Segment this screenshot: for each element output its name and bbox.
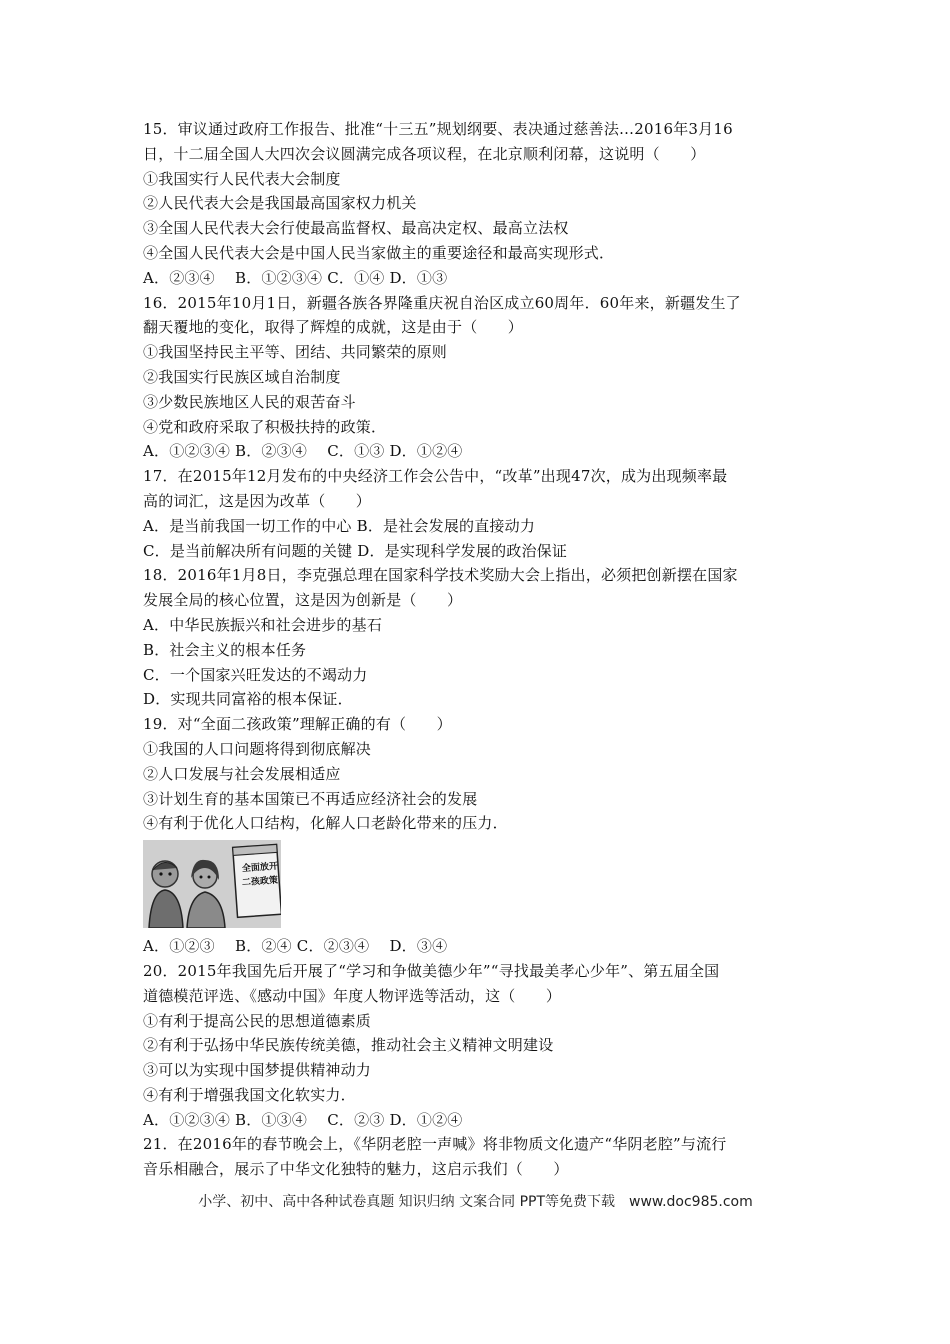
question-15-options: A．②③④ B．①②③④ C．①④ D．①③ — [143, 268, 448, 287]
page-footer: 小学、初中、高中各种试卷真题 知识归纳 文案合同 PPT等免费下载 www.doc985.com — [198, 1194, 753, 1210]
question-19-item-2: ②人口发展与社会发展相适应 — [143, 764, 341, 783]
question-15-item-1: ①我国实行人民代表大会制度 — [143, 169, 341, 188]
question-16-item-4: ④党和政府采取了积极扶持的政策． — [143, 417, 387, 436]
question-20-item-1: ①有利于提高公民的思想道德素质 — [143, 1011, 372, 1030]
question-15-stem-2: 日，十二届全国人大四次会议圆满完成各项议程，在北京顺利闭幕，这说明（ ） — [143, 144, 706, 163]
question-19-item-4: ④有利于优化人口结构，化解人口老龄化带来的压力． — [143, 814, 508, 833]
question-17-stem-2: 高的词汇，这是因为改革（ ） — [143, 491, 372, 510]
question-20-item-3: ③可以为实现中国梦提供精神动力 — [143, 1061, 372, 1080]
question-15-stem-1: 15．审议通过政府工作报告、批准“十三五”规划纲要、表决通过慈善法…2016年3月16 — [143, 120, 733, 138]
question-17-options-ab: A．是当前我国一切工作的中心 B．是社会发展的直接动力 — [143, 516, 536, 535]
question-17-stem-1: 17．在2015年12月发布的中央经济工作会公告中，“改革”出现47次，成为出现频率最 — [143, 467, 728, 486]
question-15-item-2: ②人民代表大会是我国最高国家权力机关 — [143, 194, 417, 213]
question-21-stem-2: 音乐相融合，展示了中华文化独特的魅力，这启示我们（ ） — [143, 1160, 569, 1179]
two-child-policy-cartoon — [143, 840, 281, 928]
question-19-stem-1: 19．对“全面二孩政策”理解正确的有（ ） — [143, 715, 452, 734]
question-16-stem-1: 16．2015年10月1日，新疆各族各界隆重庆祝自治区成立60周年．60年来，新疆发生了 — [143, 293, 741, 312]
poster-text-line-2: 二孩政策 — [241, 875, 279, 889]
question-21-stem-1: 21．在2016年的春节晚会上，《华阴老腔一声喊》将非物质文化遗产“华阴老腔”与流行 — [143, 1135, 727, 1154]
question-list — [143, 117, 808, 1182]
question-18-option-b: B．社会主义的根本任务 — [143, 640, 307, 659]
question-15-item-3: ③全国人民代表大会行使最高监督权、最高决定权、最高立法权 — [143, 219, 569, 238]
question-16-item-2: ②我国实行民族区域自治制度 — [143, 367, 341, 386]
question-19-options: A．①②③ B．②④ C．②③④ D．③④ — [143, 937, 448, 956]
question-16-item-1: ①我国坚持民主平等、团结、共同繁荣的原则 — [143, 343, 448, 362]
question-16-options: A．①②③④ B．②③④ C．①③ D．①②④ — [143, 442, 463, 461]
question-20-stem-2: 道德模范评选、《感动中国》年度人物评选等活动，这（ ） — [143, 986, 562, 1005]
question-20-options: A．①②③④ B．①③④ C．②③ D．①②④ — [143, 1110, 463, 1129]
question-18-stem-1: 18．2016年1月8日，李克强总理在国家科学技术奖励大会上指出，必须把创新摆在国家 — [143, 566, 738, 585]
question-18-stem-2: 发展全局的核心位置，这是因为创新是（ ） — [143, 591, 463, 610]
question-15-item-4: ④全国人民代表大会是中国人民当家做主的重要途径和最高实现形式． — [143, 243, 615, 262]
question-19-item-3: ③计划生育的基本国策已不再适应经济社会的发展 — [143, 789, 478, 808]
question-18-option-a: A．中华民族振兴和社会进步的基石 — [143, 615, 383, 634]
question-20-item-2: ②有利于弘扬中华民族传统美德，推动社会主义精神文明建设 — [143, 1036, 554, 1055]
question-16-stem-2: 翻天覆地的变化，取得了辉煌的成就，这是由于（ ） — [143, 318, 524, 337]
question-18-option-c: C．一个国家兴旺发达的不竭动力 — [143, 665, 368, 684]
question-16-item-3: ③少数民族地区人民的艰苦奋斗 — [143, 392, 356, 411]
question-19-item-1: ①我国的人口问题将得到彻底解决 — [143, 739, 372, 758]
question-17-options-cd: C．是当前解决所有问题的关键 D．是实现科学发展的政治保证 — [143, 541, 568, 560]
poster-text-line-1: 全面放开 — [241, 861, 279, 875]
question-18-option-d: D．实现共同富裕的根本保证． — [143, 690, 353, 709]
question-20-item-4: ④有利于增强我国文化软实力． — [143, 1085, 356, 1104]
question-20-stem-1: 20．2015年我国先后开展了“学习和争做美德少年”“寻找最美孝心少年”、第五届全国 — [143, 961, 720, 980]
